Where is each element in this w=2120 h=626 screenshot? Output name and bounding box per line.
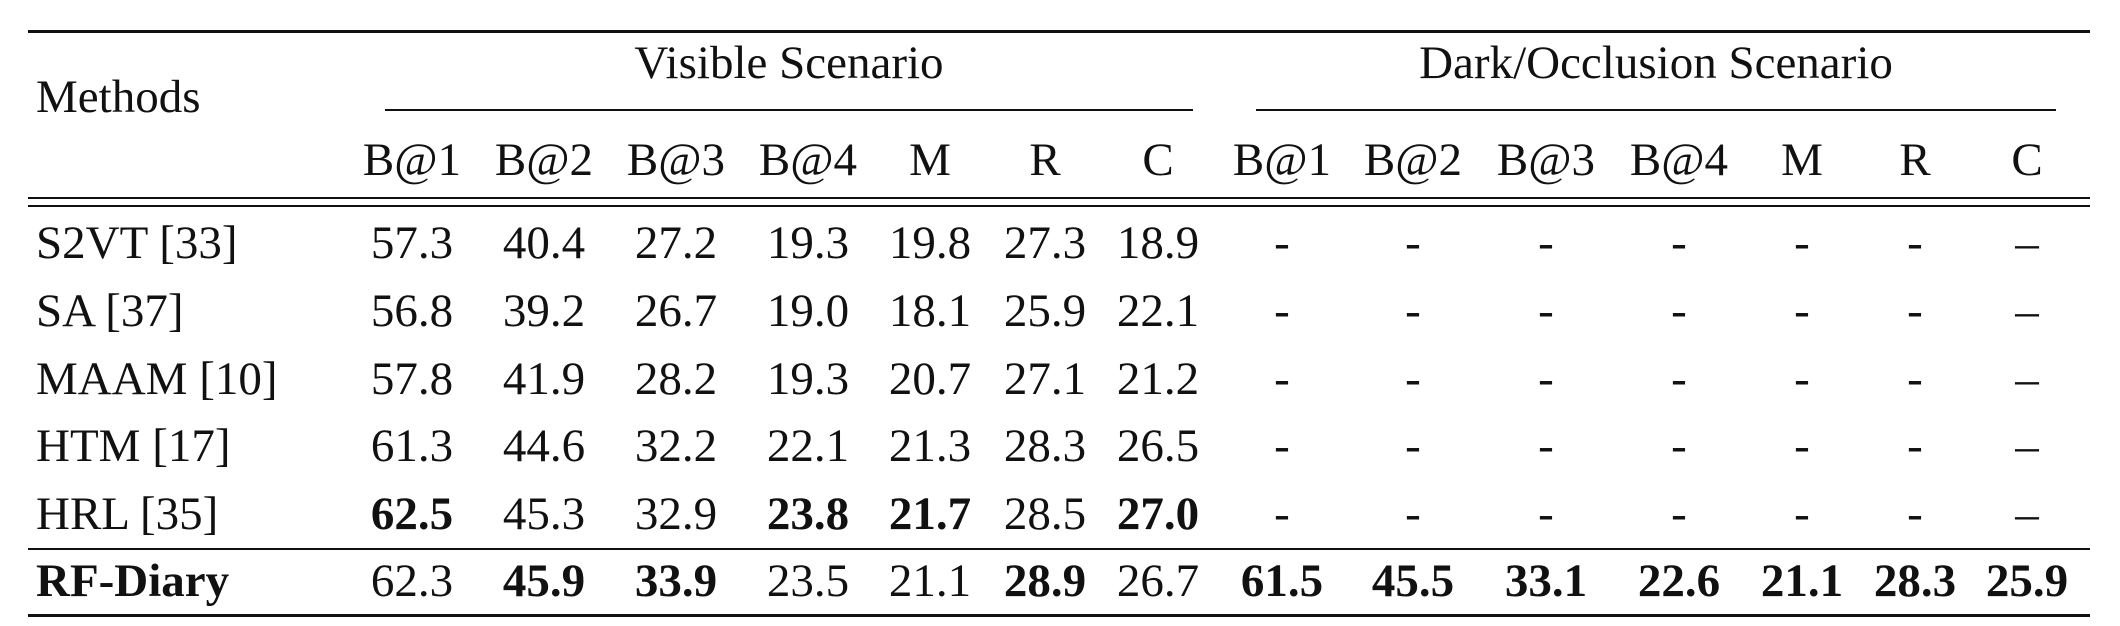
table-cell: - (1671, 285, 1687, 337)
metric-header-dark-c: C (2011, 134, 2043, 186)
table-cell: 21.3 (888, 420, 972, 472)
table-cell: – (2015, 285, 2039, 337)
table-cell: - (1538, 488, 1554, 540)
table-cell: – (2015, 488, 2039, 540)
bottom-rule (28, 614, 2090, 617)
table-cell: - (1794, 420, 1810, 472)
table-cell: - (1274, 217, 1290, 269)
table-cell: - (1405, 217, 1421, 269)
table-cell: 23.8 (766, 488, 850, 540)
table-cell: 45.9 (502, 555, 586, 607)
table-cell: - (1907, 285, 1923, 337)
table-cell: 25.9 (1985, 555, 2069, 607)
table-cell: – (2015, 217, 2039, 269)
table-cell: - (1671, 353, 1687, 405)
table-cell: 26.7 (634, 285, 718, 337)
table-cell: 45.5 (1371, 555, 1455, 607)
table-cell: – (2015, 353, 2039, 405)
table-cell: - (1274, 420, 1290, 472)
table-cell: 19.0 (766, 285, 850, 337)
table-cell: 28.9 (1003, 555, 1087, 607)
table-cell: - (1907, 420, 1923, 472)
table-cell: 32.9 (634, 488, 718, 540)
table-cell: 23.5 (766, 555, 850, 607)
table-cell: 28.3 (1873, 555, 1957, 607)
table-cell: 27.3 (1003, 217, 1087, 269)
table-cell: - (1405, 488, 1421, 540)
table-cell: 57.3 (370, 217, 454, 269)
table-cell: - (1405, 420, 1421, 472)
table-cell: - (1538, 420, 1554, 472)
table-cell: 22.1 (766, 420, 850, 472)
dark-occlusion-scenario-header: Dark/Occlusion Scenario (1419, 37, 1893, 89)
table-cell: 21.2 (1116, 353, 1200, 405)
metric-header-dark-bat1: B@1 (1232, 134, 1332, 186)
table-cell: 21.7 (888, 488, 972, 540)
table-cell: 61.5 (1240, 555, 1324, 607)
method-name: MAAM [10] (36, 353, 278, 405)
header-double-rule-top (28, 197, 2090, 199)
table-cell: - (1907, 488, 1923, 540)
table-cell: 19.8 (888, 217, 972, 269)
table-cell: - (1671, 488, 1687, 540)
metric-header-visible-r: R (1029, 134, 1061, 186)
visible-scenario-header: Visible Scenario (634, 37, 944, 89)
metric-header-visible-bat3: B@3 (626, 134, 726, 186)
metric-header-dark-r: R (1899, 134, 1931, 186)
table-cell: - (1274, 353, 1290, 405)
metric-header-visible-bat4: B@4 (758, 134, 858, 186)
table-cell: 19.3 (766, 217, 850, 269)
table-cell: 21.1 (888, 555, 972, 607)
metric-header-visible-bat1: B@1 (362, 134, 462, 186)
metric-header-dark-bat4: B@4 (1629, 134, 1729, 186)
dark-group-underline (1256, 109, 2056, 111)
table-cell: - (1405, 353, 1421, 405)
table-cell: 62.5 (370, 488, 454, 540)
table-cell: 61.3 (370, 420, 454, 472)
table-cell: - (1274, 488, 1290, 540)
table-cell: - (1405, 285, 1421, 337)
table-cell: - (1538, 353, 1554, 405)
table-cell: – (2015, 420, 2039, 472)
method-name: HTM [17] (36, 420, 231, 472)
table-cell: 41.9 (502, 353, 586, 405)
table-cell: 28.2 (634, 353, 718, 405)
table-cell: 18.1 (888, 285, 972, 337)
metric-header-visible-m: M (909, 134, 951, 186)
table-cell: 27.1 (1003, 353, 1087, 405)
table-cell: 26.7 (1116, 555, 1200, 607)
table-cell: 56.8 (370, 285, 454, 337)
method-name: RF-Diary (36, 555, 230, 607)
table-cell: 22.6 (1637, 555, 1721, 607)
metric-header-dark-m: M (1781, 134, 1823, 186)
metric-header-visible-c: C (1142, 134, 1174, 186)
header-double-rule-bottom (28, 205, 2090, 207)
table-cell: 28.3 (1003, 420, 1087, 472)
table-cell: 33.9 (634, 555, 718, 607)
table-cell: - (1907, 353, 1923, 405)
top-rule (28, 30, 2090, 33)
metric-header-dark-bat3: B@3 (1496, 134, 1596, 186)
table-cell: 44.6 (502, 420, 586, 472)
table-cell: 20.7 (888, 353, 972, 405)
table-cell: - (1538, 285, 1554, 337)
method-name: SA [37] (36, 285, 184, 337)
methods-header: Methods (36, 71, 201, 123)
final-row-rule (28, 548, 2090, 550)
table-cell: 26.5 (1116, 420, 1200, 472)
table-cell: - (1794, 488, 1810, 540)
table-cell: - (1794, 353, 1810, 405)
table-cell: 25.9 (1003, 285, 1087, 337)
table-cell: 32.2 (634, 420, 718, 472)
method-name: S2VT [33] (36, 217, 238, 269)
table-cell: 28.5 (1003, 488, 1087, 540)
table-cell: 40.4 (502, 217, 586, 269)
table-cell: - (1671, 420, 1687, 472)
metric-header-dark-bat2: B@2 (1363, 134, 1463, 186)
table-cell: - (1274, 285, 1290, 337)
table-cell: 33.1 (1504, 555, 1588, 607)
table-cell: 62.3 (370, 555, 454, 607)
table-cell: - (1907, 217, 1923, 269)
table-cell: 19.3 (766, 353, 850, 405)
table-cell: 45.3 (502, 488, 586, 540)
table-cell: 57.8 (370, 353, 454, 405)
table-cell: - (1794, 217, 1810, 269)
table-cell: - (1671, 217, 1687, 269)
table-cell: - (1794, 285, 1810, 337)
table-cell: 27.2 (634, 217, 718, 269)
table-cell: - (1538, 217, 1554, 269)
metric-header-visible-bat2: B@2 (494, 134, 594, 186)
table-cell: 27.0 (1116, 488, 1200, 540)
method-name: HRL [35] (36, 488, 219, 540)
table-cell: 22.1 (1116, 285, 1200, 337)
table-cell: 18.9 (1116, 217, 1200, 269)
visible-group-underline (385, 109, 1193, 111)
table-cell: 39.2 (502, 285, 586, 337)
table-cell: 21.1 (1760, 555, 1844, 607)
